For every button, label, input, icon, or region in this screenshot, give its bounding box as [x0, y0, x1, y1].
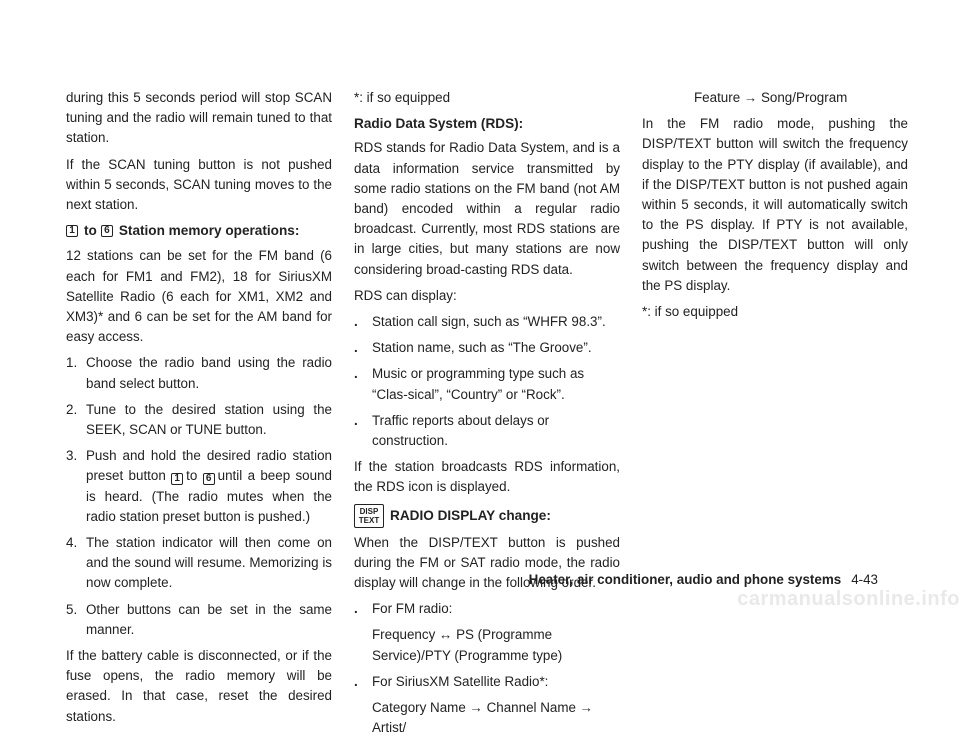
- paragraph-rds: RDS stands for Radio Data System, and is a data information service transmitted by some radio stations on the FM band (not AM band) encoded within a regular radio broadcast. Currently, most RDS stations are in large cities, but many stations are now considering broad-casting RDS data.: [354, 140, 620, 277]
- heading-radio-display: [354, 504, 620, 528]
- bullet-icon: .: [354, 412, 358, 428]
- paragraph-rds-can-display: RDS can display:: [354, 287, 457, 303]
- list-item: . Station call sign, such as “WHFR 98.3”.: [354, 312, 620, 332]
- column-2: [354, 88, 620, 744]
- paragraph-scan-continued: during this 5 seconds period will stop SCAN tuning and the radio will remain tuned to that station.: [66, 90, 332, 146]
- bullet-icon: .: [354, 601, 358, 617]
- page-number: 4-43: [851, 572, 878, 587]
- paragraph-disp-order: When the DISP/TEXT button is pushed during the FM or SAT radio mode, the radio display will change in the following order.: [354, 534, 620, 591]
- paragraph-battery: If the battery cable is disconnected, or if the fuse opens, the radio memory will be erased. In that case, reset the desired stations.: [66, 648, 332, 724]
- heading-station-memory-text: Station memory operations:: [118, 223, 300, 239]
- sat-sequence-continued: Feature → Song/Program: [694, 90, 848, 105]
- heading-rds: Radio Data System (RDS):: [354, 116, 524, 132]
- heading-to: to: [84, 223, 97, 239]
- chapter-title: Heater, air conditioner, audio and phone systems: [528, 572, 842, 587]
- sat-sequence: Category Name → Channel Name → Artist/: [372, 700, 594, 736]
- paragraph-scan-timeout: If the SCAN tuning button is not pushed within 5 seconds, SCAN tuning moves to the next station.: [66, 156, 332, 213]
- bullet-icon: .: [354, 314, 358, 330]
- footnote: *: if so equipped: [354, 90, 451, 105]
- list-item: . Music or programming type such as “Clas-sical”, “Country” or “Rock”.: [354, 364, 620, 404]
- bullet-icon: .: [354, 673, 358, 689]
- paragraph-station-count: 12 stations can be set for the FM band (6 each for FM1 and FM2), 18 for SiriusXM Satellite Radio (6 each for XM1, XM2 and XM3)* and 6 can be set for the AM band for easy access.: [66, 248, 332, 345]
- list-item: . Station name, such as “The Groove”.: [354, 338, 620, 358]
- preset-1-icon: 1: [66, 225, 78, 237]
- step-4: 4. The station indicator will then come on and the sound will resume. Memorizing is now complete.: [66, 535, 332, 591]
- list-item: . For SiriusXM Satellite Radio*:: [354, 672, 620, 692]
- watermark: carmanualsonline.info: [737, 588, 960, 610]
- step-5: 5. Other buttons can be set in the same manner.: [66, 601, 332, 637]
- bullet-icon: .: [354, 366, 358, 382]
- bullet-icon: .: [354, 340, 358, 356]
- footnote: *: if so equipped: [642, 304, 739, 320]
- step-3: 3. Push and hold the desired radio station preset button 1 to 6 until a beep sound is heard. (The radio mutes when the radio station preset button is pushed.): [66, 448, 332, 524]
- preset-1-icon: 1: [171, 473, 183, 485]
- step-2: 2. Tune to the desired station using the SEEK, SCAN or TUNE button.: [66, 401, 332, 438]
- step-1: 1. Choose the radio band using the radio band select button.: [66, 355, 332, 391]
- heading-station-memory: [66, 221, 332, 241]
- list-item: . Traffic reports about delays or construction.: [354, 411, 620, 451]
- column-3: [642, 88, 908, 328]
- list-item: . For FM radio:: [354, 599, 620, 619]
- disp-text-icon: DISP TEXT: [354, 504, 384, 528]
- heading-radio-display-text: RADIO DISPLAY change:: [390, 507, 551, 523]
- paragraph-rds-icon: If the station broadcasts RDS information, the RDS icon is displayed.: [354, 459, 620, 495]
- preset-6-icon: 6: [203, 473, 215, 485]
- paragraph-fm-display: In the FM radio mode, pushing the DISP/TEXT button will switch the frequency display to the PTY display (if available), and if the DISP/TEXT button is not pushed again within 5 seconds, it will automatically switch to the PS display. If PTY is not available, pushing the DISP/TEXT button will only switch between the frequency display and the PS display.: [642, 116, 908, 293]
- fm-sequence: Frequency ↔ PS (Programme Service)/PTY (Programme type): [372, 627, 563, 663]
- preset-6-icon: 6: [101, 225, 113, 237]
- column-1: [66, 88, 332, 733]
